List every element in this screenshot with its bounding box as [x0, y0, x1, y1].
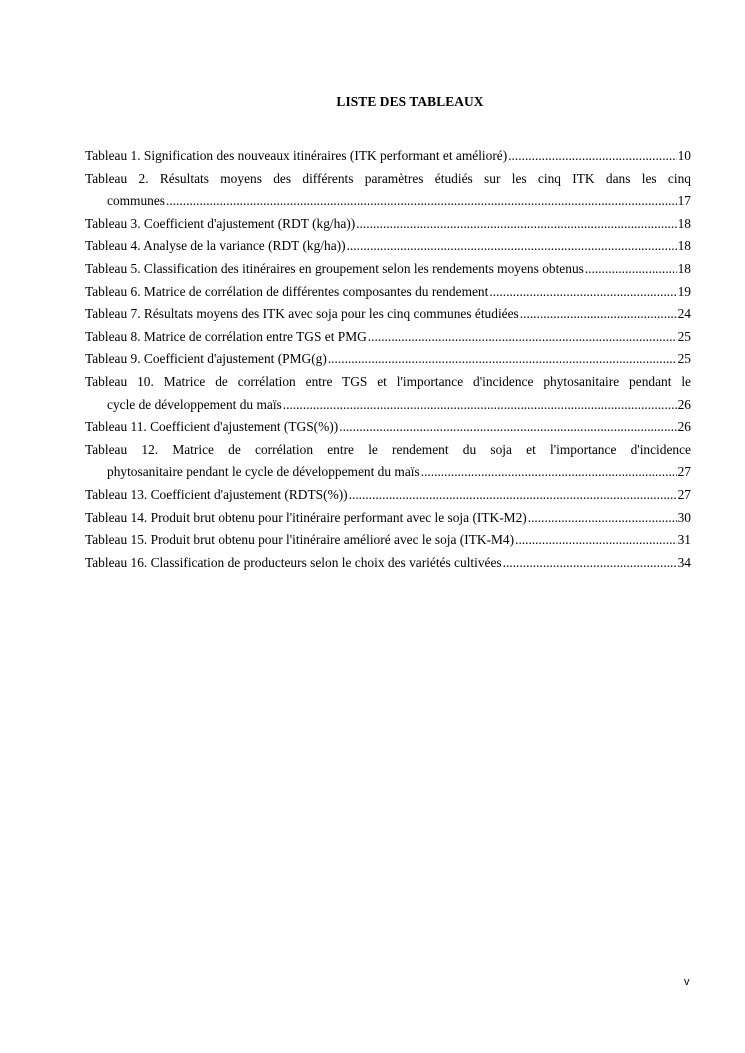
- table-list: [85, 145, 691, 574]
- entry-text-line1: Tableau 12. Matrice de corrélation entre le rendement du soja et l'importance d'incidence: [85, 441, 691, 457]
- list-item[interactable]: [85, 529, 691, 552]
- entry-text: Tableau 1. Signification des nouveaux itinéraires (ITK performant et amélioré): [85, 148, 508, 163]
- entry-text-line2: communes: [107, 193, 166, 209]
- dot-leader: [283, 394, 677, 417]
- entry-page: 30: [677, 509, 691, 525]
- entry-page: 18: [677, 215, 691, 231]
- entry-text: Tableau 7. Résultats moyens des ITK avec soja pour les cinq communes étudiées: [85, 306, 519, 322]
- entry-text: Tableau 3. Coefficient d'ajustement (RDT (kg/ha)): [85, 215, 356, 231]
- entry-text: Tableau 13. Coefficient d'ajustement (RDTS(%)): [85, 486, 348, 502]
- list-item[interactable]: [85, 416, 691, 439]
- entry-page: 18: [677, 238, 691, 254]
- list-item[interactable]: [85, 168, 691, 213]
- dot-leader: [528, 507, 677, 530]
- entry-page: 10: [677, 148, 691, 163]
- entry-page: 25: [677, 351, 691, 367]
- entry-page: 31: [677, 532, 691, 548]
- page-title: LISTE DES TABLEAUX: [336, 94, 484, 109]
- entry-text: Tableau 14. Produit brut obtenu pour l'itinéraire performant avec le soja (ITK-M2): [85, 509, 527, 525]
- entry-text: Tableau 9. Coefficient d'ajustement (PMG(g): [85, 351, 327, 367]
- entry-text-line1: Tableau 10. Matrice de corrélation entre TGS et l'importance d'incidence phytosanitaire pendant le: [85, 373, 691, 389]
- list-item[interactable]: [85, 371, 691, 416]
- dot-leader: [328, 348, 677, 371]
- list-item[interactable]: [85, 326, 691, 349]
- entry-page: 26: [677, 419, 691, 435]
- list-item[interactable]: [85, 235, 691, 258]
- list-item[interactable]: [85, 439, 691, 484]
- list-item[interactable]: [85, 213, 691, 236]
- entry-page: 17: [677, 193, 691, 209]
- entry-text: Tableau 8. Matrice de corrélation entre TGS et PMG: [85, 328, 367, 344]
- dot-leader: [349, 484, 677, 507]
- entry-page: 18: [677, 260, 691, 276]
- entry-page: 27: [677, 486, 691, 502]
- entry-page: 26: [677, 396, 691, 412]
- entry-text: Tableau 6. Matrice de corrélation de différentes composantes du rendement: [85, 283, 489, 299]
- list-item[interactable]: [85, 484, 691, 507]
- entry-text: Tableau 4. Analyse de la variance (RDT (kg/ha)): [85, 238, 346, 254]
- entry-text: Tableau 5. Classification des itinéraires en groupement selon les rendements moyens obtenus: [85, 260, 584, 276]
- entry-page: 24: [677, 306, 691, 322]
- entry-text-line2: phytosanitaire pendant le cycle de développement du maïs: [107, 464, 420, 480]
- entry-page: 19: [677, 283, 691, 299]
- dot-leader: [347, 235, 677, 258]
- dot-leader: [368, 326, 677, 349]
- dot-leader: [489, 281, 676, 304]
- list-item[interactable]: [85, 507, 691, 530]
- dot-leader: [421, 461, 677, 484]
- entry-page: 25: [677, 328, 691, 344]
- list-item[interactable]: [85, 258, 691, 281]
- dot-leader: [520, 303, 677, 326]
- list-item[interactable]: [85, 281, 691, 304]
- entry-text: Tableau 11. Coefficient d'ajustement (TGS(%)): [85, 419, 339, 435]
- list-item[interactable]: [85, 145, 691, 168]
- entry-page: 27: [677, 464, 691, 480]
- dot-leader: [503, 552, 677, 575]
- dot-leader: [166, 190, 677, 213]
- list-item[interactable]: [85, 348, 691, 371]
- entry-text-line2: cycle de développement du maïs: [107, 396, 282, 412]
- list-item[interactable]: [85, 303, 691, 326]
- page-number: v: [684, 976, 690, 988]
- entry-text: Tableau 15. Produit brut obtenu pour l'itinéraire amélioré avec le soja (ITK-M4): [85, 532, 515, 548]
- dot-leader: [339, 416, 676, 439]
- entry-page: 34: [677, 554, 691, 570]
- entry-text: Tableau 16. Classification de producteurs selon le choix des variétés cultivées: [85, 554, 502, 570]
- dot-leader: [585, 258, 677, 281]
- list-item[interactable]: [85, 552, 691, 575]
- dot-leader: [356, 213, 676, 236]
- dot-leader: [515, 529, 677, 552]
- entry-text-line1: Tableau 2. Résultats moyens des différents paramètres étudiés sur les cinq ITK dans les cinq: [85, 170, 691, 186]
- dot-leader: [508, 145, 676, 168]
